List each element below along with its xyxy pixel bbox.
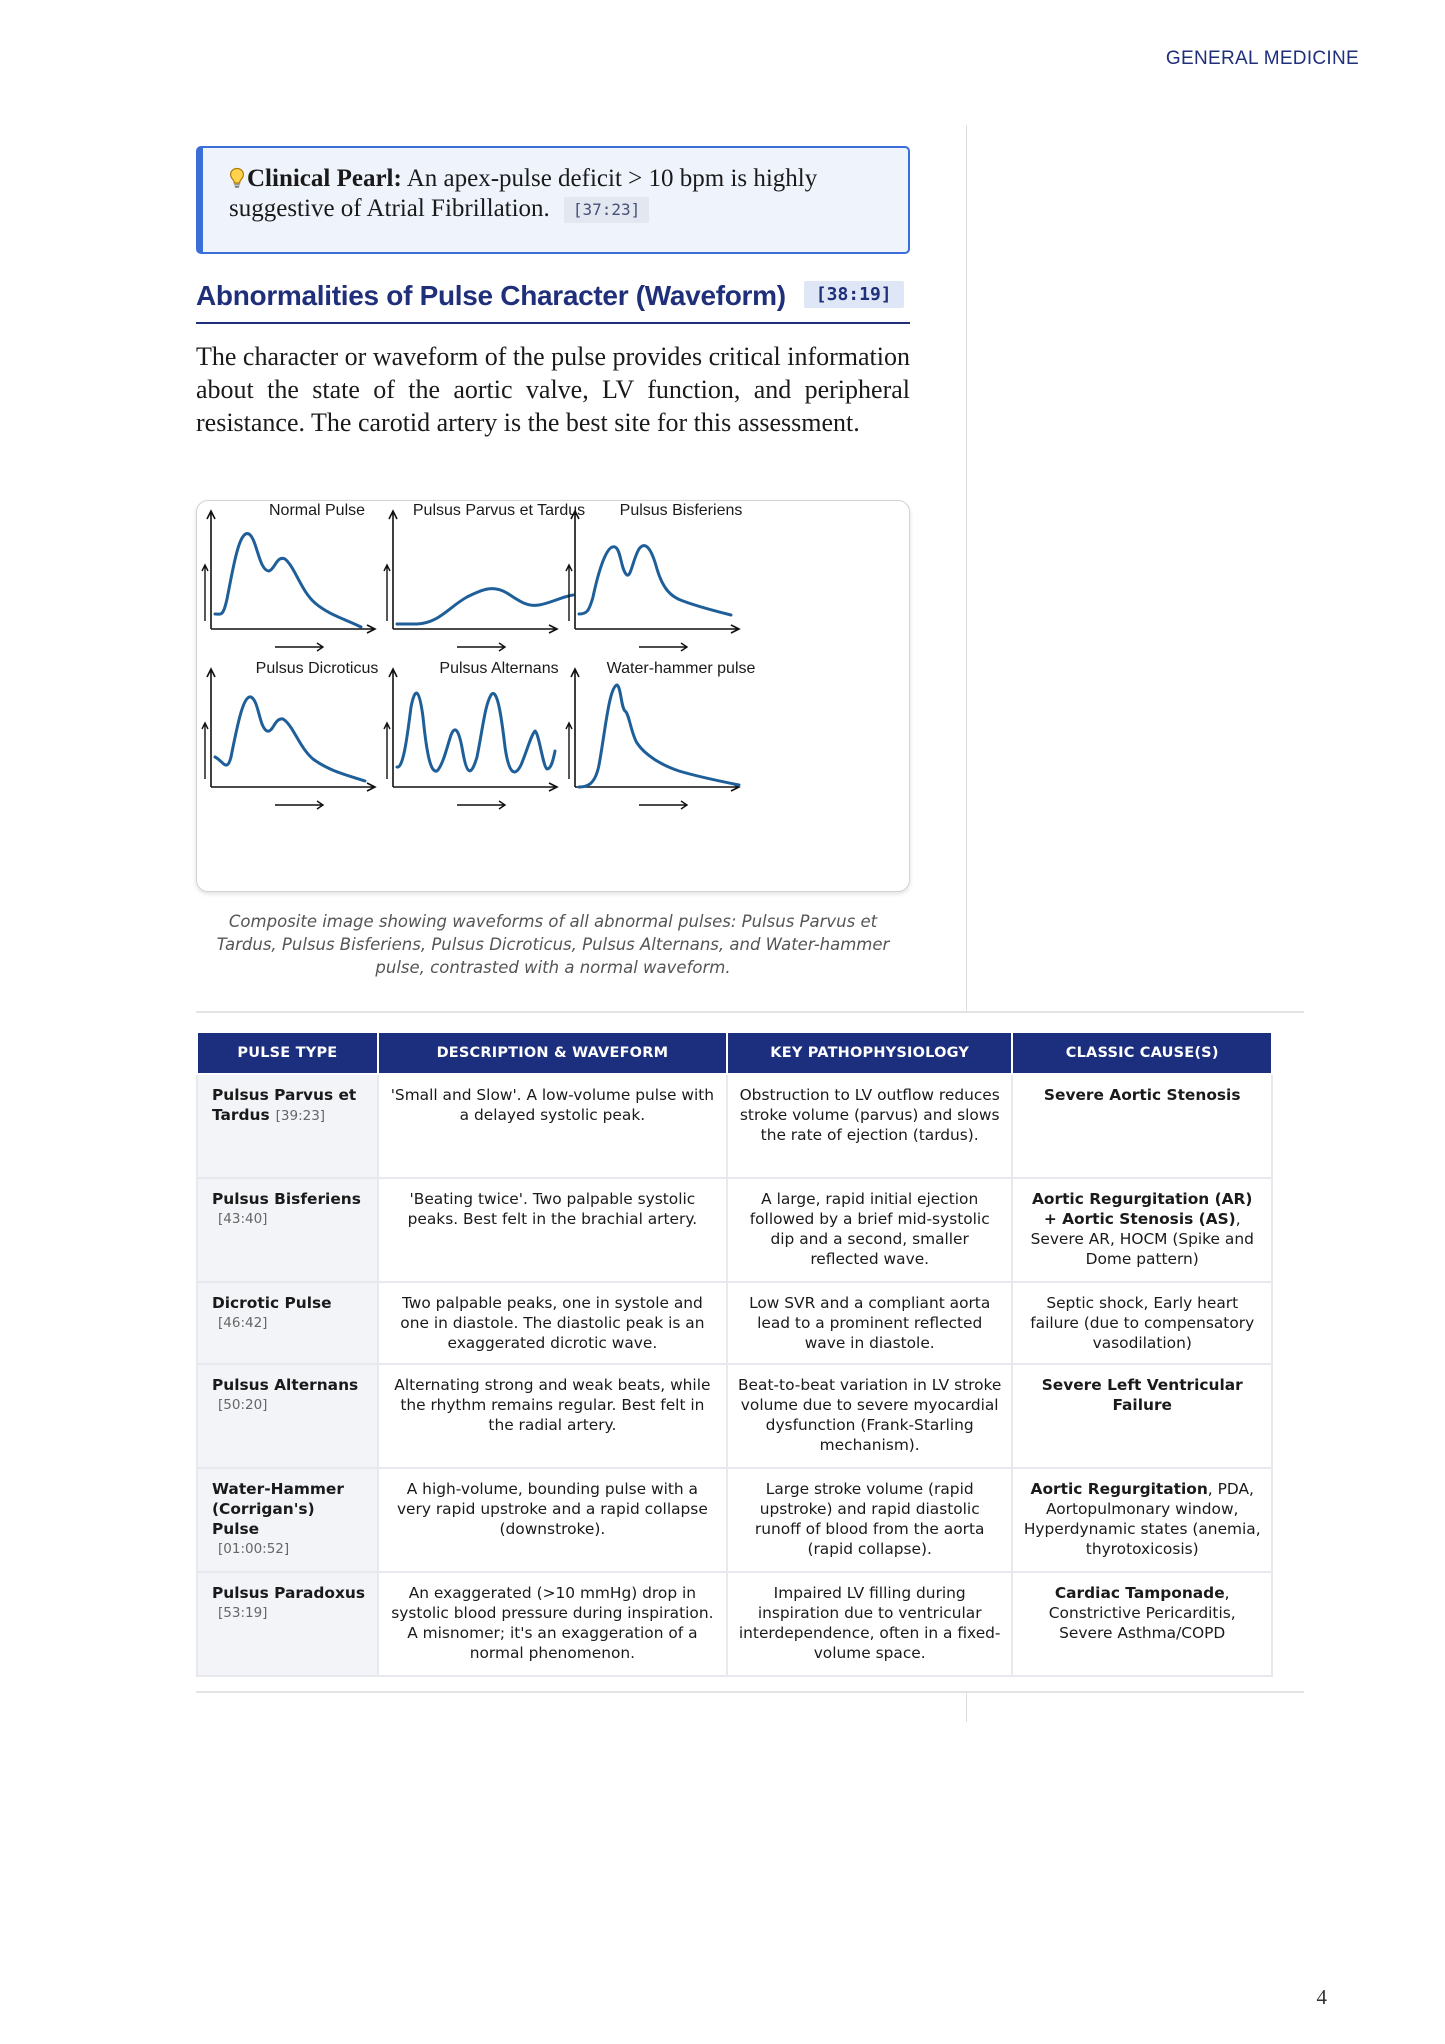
time-axis-arrow [275, 643, 323, 651]
cell-pathophysiology: Impaired LV filling during inspiration due to ventricular interdependence, often in a fixed-volume space. [727, 1572, 1013, 1676]
waveform-figure [196, 500, 910, 892]
pearl-line-2 [229, 194, 882, 224]
pulse-type-name: Water-Hammer [212, 1480, 344, 1498]
waveform-trace [579, 685, 739, 787]
waveform-title: Water-hammer pulse [606, 660, 756, 677]
pearl-timestamp[interactable]: [37:23] [564, 197, 649, 223]
time-axis-arrow [457, 801, 505, 809]
cell-pathophysiology: Beat-to-beat variation in LV stroke volume due to severe myocardial dysfunction (Frank-Starling mechanism). [727, 1364, 1013, 1468]
waveform-trace [215, 534, 361, 627]
waveform-axes [389, 669, 557, 791]
cell-description: Alternating strong and weak beats, while the rhythm remains regular. Best felt in the radial artery. [378, 1364, 727, 1468]
pulse-table [196, 1031, 1273, 1677]
pressure-axis-arrow [202, 565, 208, 621]
cell-causes [1012, 1282, 1272, 1364]
row-timestamp[interactable]: [50:20] [218, 1397, 268, 1413]
pulse-type-name-cont: (Corrigan's) Pulse [212, 1500, 315, 1538]
running-header: GENERAL MEDICINE [1165, 48, 1359, 69]
section-timestamp[interactable]: [38:19] [804, 281, 904, 308]
waveform-panel-normal [202, 502, 375, 651]
table-header: CLASSIC CAUSE(S) [1012, 1032, 1272, 1074]
pulse-type-name: Pulsus Bisferiens [212, 1190, 361, 1208]
cause-secondary: , Constrictive Pericarditis, Severe Asthma/COPD [1048, 1584, 1236, 1642]
cell-description: Two palpable peaks, one in systole and one in diastole. The diastolic peak is an exaggerated dicrotic wave. [378, 1282, 727, 1364]
row-timestamp[interactable]: [46:42] [218, 1315, 268, 1331]
waveform-panel-bisferiens [566, 502, 742, 651]
section-divider [196, 1011, 1304, 1013]
waveform-title: Pulsus Dicroticus [255, 660, 379, 677]
page-number: 4 [1316, 1985, 1327, 2009]
cell-causes [1012, 1468, 1272, 1572]
table-header: KEY PATHOPHYSIOLOGY [727, 1032, 1013, 1074]
row-timestamp[interactable]: [01:00:52] [218, 1541, 290, 1557]
cause-primary: Aortic Regurgitation (AR) + Aortic Stenosis (AS) [1032, 1190, 1253, 1228]
pulse-type-name: Pulsus Alternans [212, 1376, 359, 1394]
column-divider-lower [966, 1692, 967, 1722]
table-row [197, 1572, 1272, 1676]
table-row [197, 1074, 1272, 1178]
cell-pulse-type [197, 1282, 378, 1364]
waveform-axes [571, 511, 739, 633]
cell-pulse-type [197, 1572, 378, 1676]
table-row [197, 1282, 1272, 1364]
waveform-panel-dicrotic [202, 660, 378, 809]
pearl-label: Clinical Pearl: [247, 165, 402, 192]
cause-secondary: Septic shock, Early heart failure (due to compensatory vasodilation) [1030, 1294, 1255, 1352]
clinical-pearl-box [196, 146, 910, 254]
figure-caption: Composite image showing waveforms of all abnormal pulses: Pulsus Parvus et Tardus, Pulsus Bisferiens, Pulsus Dicroticus, Pulsus Alternans, and Water-hammer pulse, contrasted with a normal waveform. [216, 912, 890, 977]
table-row [197, 1364, 1272, 1468]
cause-primary: Severe Aortic Stenosis [1043, 1086, 1241, 1104]
waveform-axes [389, 511, 557, 633]
cause-primary: Cardiac Tamponade [1054, 1584, 1225, 1602]
table-row [197, 1178, 1272, 1282]
waveform-trace [579, 546, 731, 615]
waveform-trace [397, 693, 555, 772]
waveform-title: Pulsus Parvus et Tardus [412, 502, 586, 519]
cause-secondary: , Severe AR, HOCM (Spike and Dome pattern) [1030, 1210, 1254, 1268]
lightbulb-icon [229, 167, 245, 189]
cell-causes [1012, 1364, 1272, 1468]
pearl-text-1: An apex-pulse deficit > 10 bpm is highly [401, 165, 818, 192]
cell-pathophysiology: Large stroke volume (rapid upstroke) and rapid diastolic runoff of blood from the aorta (rapid collapse). [727, 1468, 1013, 1572]
pressure-axis-arrow [384, 723, 390, 779]
section-heading [196, 276, 910, 324]
pressure-axis-arrow [384, 565, 390, 621]
pulse-type-name: Pulsus Paradoxus [212, 1584, 366, 1602]
cell-description: 'Small and Slow'. A low-volume pulse with a delayed systolic peak. [378, 1074, 727, 1178]
cause-secondary: , PDA, Aortopulmonary window, Hyperdynamic states (anemia, thyrotoxicosis) [1023, 1480, 1261, 1558]
cell-description: An exaggerated (>10 mmHg) drop in systolic blood pressure during inspiration. A misnomer; it's an exaggeration of a normal phenomenon. [378, 1572, 727, 1676]
cell-pathophysiology: Obstruction to LV outflow reduces stroke volume (parvus) and slows the rate of ejection (tardus). [727, 1074, 1013, 1178]
cell-pulse-type [197, 1364, 378, 1468]
waveform-panel-alternans [384, 660, 559, 809]
row-timestamp[interactable]: [53:19] [218, 1605, 268, 1621]
cell-causes [1012, 1178, 1272, 1282]
table-header: DESCRIPTION & WAVEFORM [378, 1032, 727, 1074]
waveform-trace [397, 589, 573, 624]
pearl-line-1 [229, 164, 882, 194]
table-header-row [197, 1032, 1272, 1074]
time-axis-arrow [639, 643, 687, 651]
section-title: Abnormalities of Pulse Character (Waveform) [196, 280, 786, 311]
cell-causes [1012, 1572, 1272, 1676]
row-timestamp[interactable]: [43:40] [218, 1211, 268, 1227]
waveform-title: Pulsus Bisferiens [619, 502, 743, 519]
cell-pulse-type [197, 1468, 378, 1572]
cell-pathophysiology: A large, rapid initial ejection followed by a brief mid-systolic dip and a second, smaller reflected wave. [727, 1178, 1013, 1282]
waveform-title: Normal Pulse [268, 502, 366, 519]
table-row [197, 1468, 1272, 1572]
pearl-text-2: suggestive of Atrial Fibrillation. [229, 195, 550, 222]
waveform-panel-parvus [384, 502, 585, 651]
section-paragraph: The character or waveform of the pulse provides critical information about the state of the aortic valve, LV function, and peripheral resistance. The carotid artery is the best site for this assessment. [196, 342, 910, 437]
pressure-axis-arrow [566, 723, 572, 779]
section-divider [196, 1691, 1304, 1693]
waveform-title: Pulsus Alternans [439, 660, 559, 677]
cause-primary: Aortic Regurgitation [1030, 1480, 1208, 1498]
column-divider [966, 125, 967, 1013]
pulse-type-name: Pulsus Parvus et [212, 1086, 357, 1104]
cell-pathophysiology: Low SVR and a compliant aorta lead to a prominent reflected wave in diastole. [727, 1282, 1013, 1364]
waveform-trace [215, 697, 365, 781]
cause-primary: Severe Left Ventricular Failure [1041, 1376, 1243, 1414]
pressure-axis-arrow [202, 723, 208, 779]
row-timestamp[interactable]: [39:23] [275, 1108, 326, 1124]
cell-causes [1012, 1074, 1272, 1178]
time-axis-arrow [275, 801, 323, 809]
time-axis-arrow [639, 801, 687, 809]
table-header: PULSE TYPE [197, 1032, 378, 1074]
pulse-type-name-cont: Tardus [212, 1106, 270, 1124]
pressure-axis-arrow [566, 565, 572, 621]
cell-pulse-type [197, 1178, 378, 1282]
waveform-grid [197, 501, 910, 892]
pulse-type-name: Dicrotic Pulse [212, 1294, 332, 1312]
cell-description: 'Beating twice'. Two palpable systolic peaks. Best felt in the brachial artery. [378, 1178, 727, 1282]
time-axis-arrow [457, 643, 505, 651]
cell-pulse-type [197, 1074, 378, 1178]
waveform-panel-waterhammer [566, 660, 755, 809]
cell-description: A high-volume, bounding pulse with a very rapid upstroke and a rapid collapse (downstroke). [378, 1468, 727, 1572]
